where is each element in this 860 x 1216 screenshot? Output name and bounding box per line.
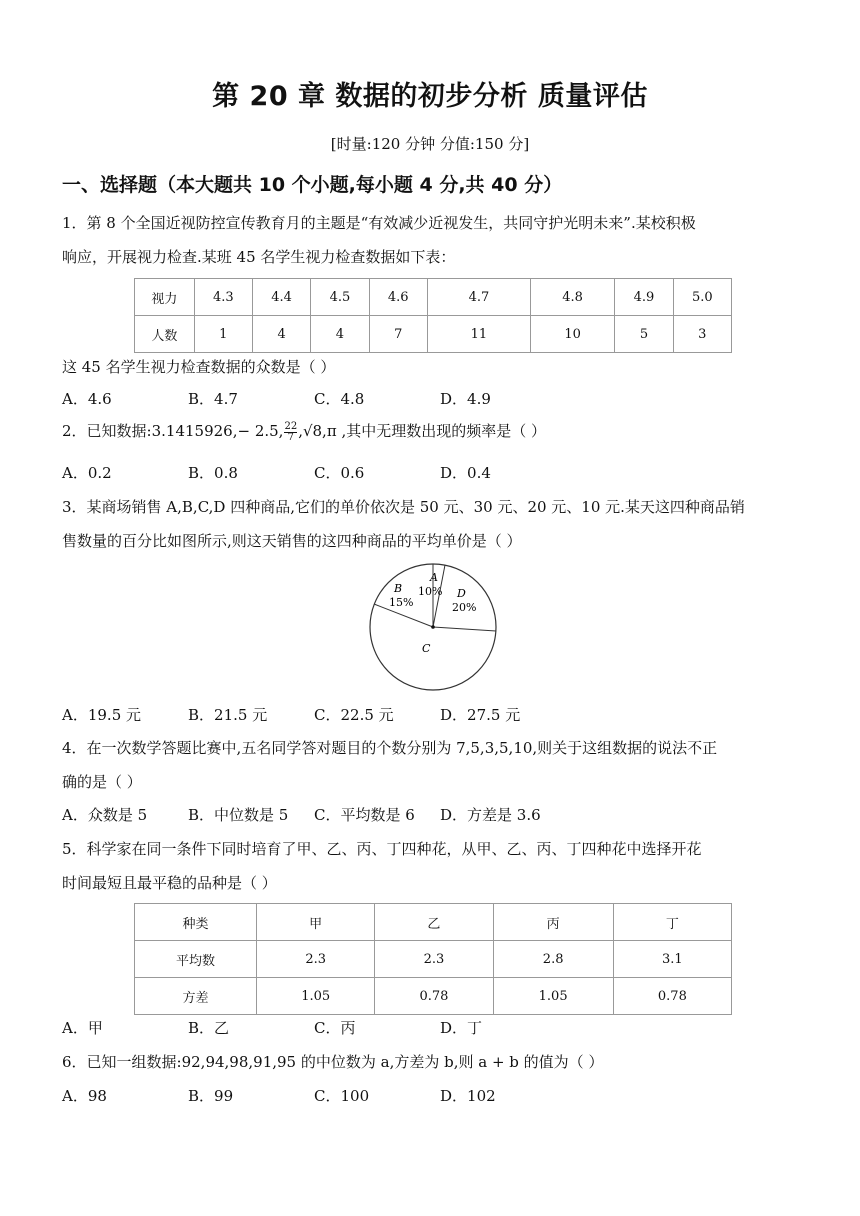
- table-cell: 视力: [135, 279, 195, 316]
- slice-d-label: D: [457, 587, 466, 600]
- table-cell: 4.8: [530, 279, 614, 316]
- pie-center: [431, 625, 435, 629]
- table-cell: 4: [252, 316, 310, 353]
- table-cell: 11: [427, 316, 530, 353]
- q2-prefix: 2．已知数据:3.1415926,− 2.5,: [62, 422, 284, 440]
- option-b[interactable]: B．21.5 元: [188, 706, 268, 724]
- table-cell: 2.8: [493, 941, 613, 978]
- table-cell: 丁: [613, 904, 731, 941]
- table-row: [135, 941, 732, 978]
- section-heading: 一、选择题（本大题共 10 个小题,每小题 4 分,共 40 分）: [62, 174, 563, 196]
- table-cell: 1.05: [257, 978, 375, 1015]
- q6-stem: 6．已知一组数据:92,94,98,91,95 的中位数为 a,方差为 b,则 a + b 的值为（ ）: [62, 1053, 604, 1071]
- option-a[interactable]: A．甲: [62, 1019, 103, 1037]
- table-cell: 2.3: [257, 941, 375, 978]
- slice-c-label: C: [422, 642, 431, 655]
- q4-stem-line1: 4．在一次数学答题比赛中,五名同学答对题目的个数分别为 7,5,3,5,10,则关于这组数据的说法不正: [62, 739, 718, 757]
- table-cell: 5.0: [673, 279, 731, 316]
- pie-divider: [433, 627, 496, 631]
- q2-stem: [62, 420, 546, 443]
- table-cell: 人数: [135, 316, 195, 353]
- page-title: 第 20 章 数据的初步分析 质量评估: [212, 81, 648, 112]
- table-cell: 4.3: [194, 279, 252, 316]
- q2-suffix: ,√8,π ,其中无理数出现的频率是（ ）: [298, 422, 546, 440]
- table-cell: 4: [311, 316, 369, 353]
- table-cell: 0.78: [613, 978, 731, 1015]
- option-a[interactable]: A．19.5 元: [62, 706, 141, 724]
- option-c[interactable]: C．4.8: [314, 390, 365, 408]
- table-cell: 3: [673, 316, 731, 353]
- table-cell: 2.3: [375, 941, 493, 978]
- option-d[interactable]: D．方差是 3.6: [440, 806, 541, 824]
- table-row: [135, 904, 732, 941]
- slice-b-pct: 15%: [389, 596, 414, 609]
- fraction-denominator: 7: [287, 431, 294, 443]
- pie-chart: [366, 560, 502, 694]
- q3-stem-line1: 3．某商场销售 A,B,C,D 四种商品,它们的单价依次是 50 元、30 元、20 元、10 元.某天这四种商品销: [62, 498, 745, 516]
- option-a[interactable]: A．4.6: [62, 390, 112, 408]
- table-cell: 4.9: [615, 279, 673, 316]
- q4-stem-line2: 确的是（ ）: [62, 773, 142, 791]
- q1-table: [134, 278, 732, 353]
- q1-options: [62, 388, 762, 408]
- q3-stem-line2: 售数量的百分比如图所示,则这天销售的这四种商品的平均单价是（ ）: [62, 532, 522, 550]
- option-d[interactable]: D．0.4: [440, 464, 491, 482]
- table-cell: 种类: [135, 904, 257, 941]
- option-a[interactable]: A．0.2: [62, 464, 112, 482]
- table-cell: 4.4: [252, 279, 310, 316]
- option-c[interactable]: C．22.5 元: [314, 706, 394, 724]
- fraction: [284, 422, 297, 443]
- option-b[interactable]: B．中位数是 5: [188, 806, 289, 824]
- q5-stem-line2: 时间最短且最平稳的品种是（ ）: [62, 874, 277, 892]
- table-cell: 4.6: [369, 279, 427, 316]
- option-c[interactable]: C．0.6: [314, 464, 365, 482]
- q4-options: [62, 804, 762, 824]
- option-c[interactable]: C．平均数是 6: [314, 806, 415, 824]
- option-c[interactable]: C．丙: [314, 1019, 356, 1037]
- table-cell: 0.78: [375, 978, 493, 1015]
- table-cell: 1: [194, 316, 252, 353]
- q1-stem-line2: 响应，开展视力检查.某班 45 名学生视力检查数据如下表：: [62, 248, 456, 266]
- q1-stem-line1: 1．第 8 个全国近视防控宣传教育月的主题是“有效减少近视发生，共同守护光明未来”.某校积极: [62, 214, 696, 232]
- option-a[interactable]: A．众数是 5: [62, 806, 148, 824]
- table-cell: 5: [615, 316, 673, 353]
- option-d[interactable]: D．丁: [440, 1019, 483, 1037]
- q5-options: [62, 1017, 762, 1037]
- slice-d-pct: 20%: [452, 601, 477, 614]
- q5-table: [134, 903, 732, 1015]
- option-b[interactable]: B．0.8: [188, 464, 238, 482]
- q5-stem-line1: 5．科学家在同一条件下同时培育了甲、乙、丙、丁四种花，从甲、乙、丙、丁四种花中选择开花: [62, 840, 702, 858]
- slice-b-label: B: [394, 582, 403, 595]
- table-cell: 甲: [257, 904, 375, 941]
- table-cell: 乙: [375, 904, 493, 941]
- slice-a-pct: 10%: [418, 585, 443, 598]
- table-cell: 4.5: [311, 279, 369, 316]
- q1-question: 这 45 名学生视力检查数据的众数是（ ）: [62, 358, 336, 376]
- table-cell: 丙: [493, 904, 613, 941]
- table-cell: 3.1: [613, 941, 731, 978]
- table-cell: 4.7: [427, 279, 530, 316]
- option-d[interactable]: D．27.5 元: [440, 706, 521, 724]
- table-cell: 10: [530, 316, 614, 353]
- option-d[interactable]: D．4.9: [440, 390, 491, 408]
- option-b[interactable]: B．乙: [188, 1019, 230, 1037]
- option-a[interactable]: A．98: [62, 1087, 107, 1105]
- table-cell: 平均数: [135, 941, 257, 978]
- fraction-numerator: 22: [284, 420, 298, 432]
- table-row: [135, 978, 732, 1015]
- q3-options: [62, 704, 762, 724]
- table-cell: 7: [369, 316, 427, 353]
- table-cell: 1.05: [493, 978, 613, 1015]
- slice-a-label: A: [430, 571, 438, 584]
- exam-info: [时量:120 分钟 分值:150 分]: [330, 135, 530, 153]
- option-c[interactable]: C．100: [314, 1087, 370, 1105]
- q2-options: [62, 462, 762, 482]
- table-row: [135, 316, 732, 353]
- table-row: [135, 279, 732, 316]
- table-cell: 方差: [135, 978, 257, 1015]
- option-d[interactable]: D．102: [440, 1087, 496, 1105]
- option-b[interactable]: B．99: [188, 1087, 234, 1105]
- q6-options: [62, 1085, 762, 1105]
- option-b[interactable]: B．4.7: [188, 390, 238, 408]
